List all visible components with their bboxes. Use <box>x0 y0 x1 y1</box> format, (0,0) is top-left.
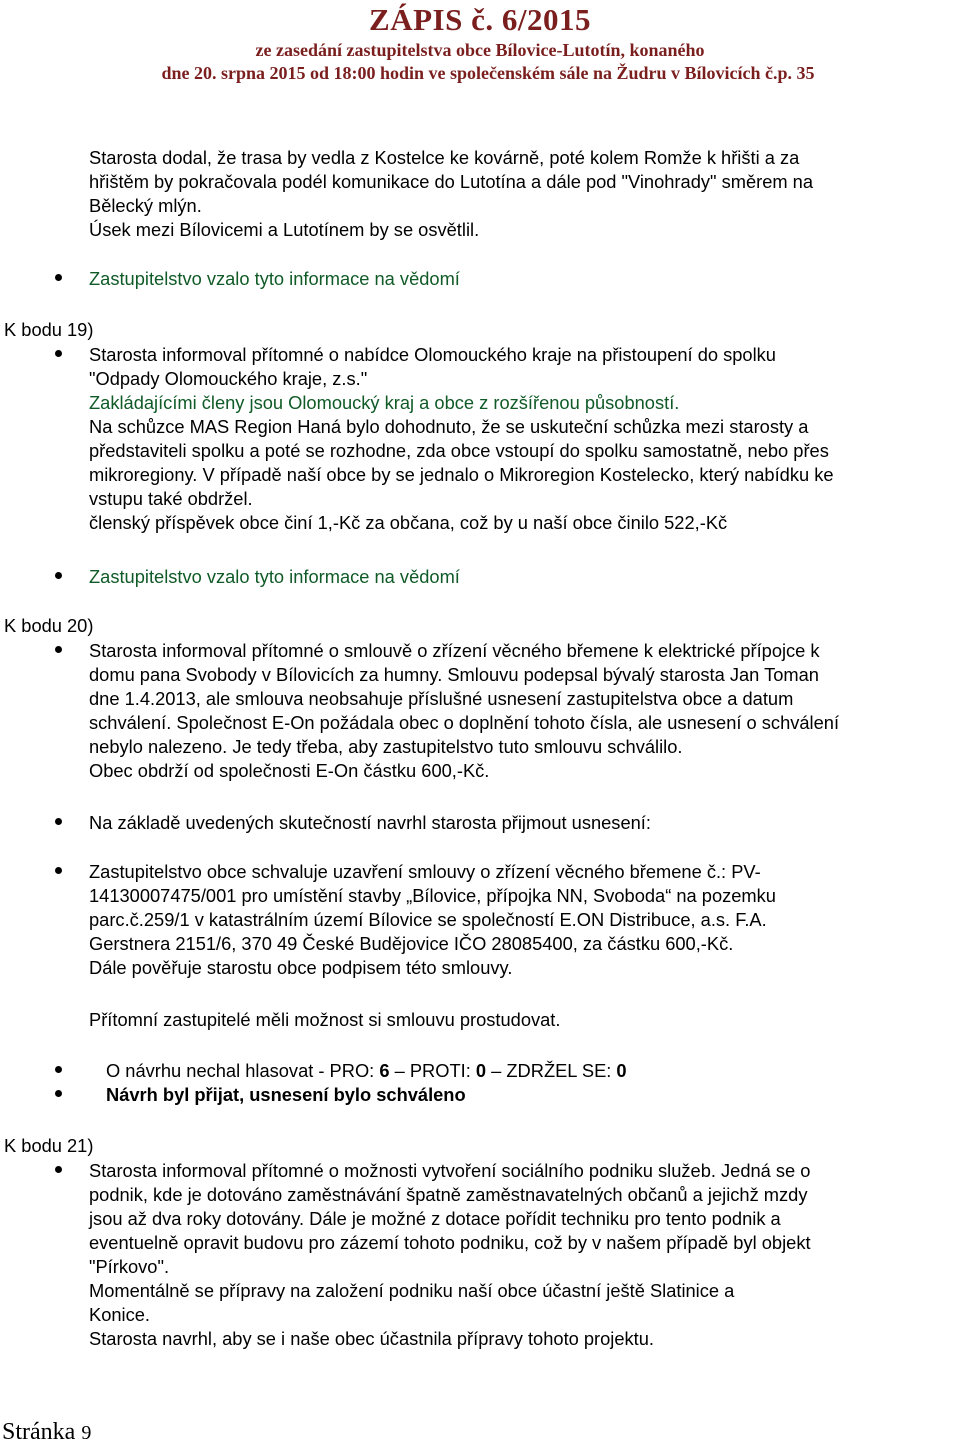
vote-result: Návrh byl přijat, usnesení bylo schváleno <box>106 1084 466 1105</box>
acknowledgement-note: Zastupitelstvo vzalo tyto informace na vědomí <box>89 268 460 289</box>
paragraph-line: Úsek mezi Bílovicemi a Lutotínem by se osvětlil. <box>89 219 480 240</box>
bullet-icon <box>55 1066 62 1073</box>
paragraph-line: Zakládajícími členy jsou Olomoucký kraj a obce z rozšířenou působností. <box>89 392 680 413</box>
paragraph-line: hřištěm by pokračovala podél komunikace do Lutotína a dále pod "Vinohrady" směrem na <box>89 171 814 192</box>
paragraph-line: Starosta informoval přítomné o možnosti vytvoření sociálního podniku služeb. Jedná se o <box>89 1160 811 1181</box>
section-heading-21: K bodu 21) <box>4 1135 94 1156</box>
bullet-icon <box>55 1166 62 1173</box>
resolution-line: Gerstnera 2151/6, 370 49 České Budějovice IČO 28085400, za částku 600,-Kč. <box>89 933 734 954</box>
paragraph-line: Obec obdrží od společnosti E-On částku 600,-Kč. <box>89 760 490 781</box>
bullet-icon <box>55 350 62 357</box>
page-label: Stránka <box>2 1419 76 1445</box>
vote-zdrzel-label: ZDRŽEL SE: <box>501 1060 617 1081</box>
section-heading-20: K bodu 20) <box>4 615 94 636</box>
paragraph-line: nebylo nalezeno. Je tedy třeba, aby zastupitelstvo tuto smlouvu schválilo. <box>89 736 683 757</box>
bullet-icon <box>55 1090 62 1097</box>
paragraph-line: Starosta dodal, že trasa by vedla z Kostelce ke kovárně, poté kolem Romže k hřišti a za <box>89 147 800 168</box>
vote-proti-count: 0 <box>475 1060 487 1081</box>
page-number-value: 9 <box>81 1422 92 1444</box>
resolution-line: parc.č.259/1 v katastrálním území Bílovice se společností E.ON Distribuce, a.s. F.A. <box>89 909 767 930</box>
paragraph-line: "Pírkovo". <box>89 1256 170 1277</box>
paragraph-line: Starosta navrhl, aby se i naše obec účastnila přípravy tohoto projektu. <box>89 1328 655 1349</box>
header-date-location: dne 20. srpna 2015 od 18:00 hodin ve společenském sále na Žudru v Bílovicích č.p. 35 <box>161 63 815 83</box>
acknowledgement-note: Zastupitelstvo vzalo tyto informace na vědomí <box>89 566 460 587</box>
paragraph-line: dne 1.4.2013, ale smlouva neobsahuje příslušné usnesení zastupitelstva obce a datum <box>89 688 794 709</box>
paragraph-line: Konice. <box>89 1304 150 1325</box>
paragraph-line: "Odpady Olomouckého kraje, z.s." <box>89 368 368 389</box>
resolution-line: Zastupitelstvo obce schvaluje uzavření smlouvy o zřízení věcného břemene č.: PV- <box>89 861 761 882</box>
document-title: ZÁPIS č. 6/2015 <box>369 2 591 37</box>
paragraph-line: představiteli spolku a poté se rozhodne, zda obce vstoupí do spolku samostatně, nebo přes <box>89 440 829 461</box>
paragraph-line: mikroregiony. V případě naší obce by se jednalo o Mikroregion Kostelecko, který nabídku ke <box>89 464 834 485</box>
bullet-icon <box>55 572 62 579</box>
bullet-icon <box>55 646 62 653</box>
paragraph-line: členský příspěvek obce činí 1,-Kč za občana, což by u naší obce činilo 522,-Kč <box>89 512 728 533</box>
paragraph-line: eventuelně opravit budovu pro zázemí tohoto podniku, což by v našem případě byl objekt <box>89 1232 811 1253</box>
vote-zdrzel-count: 0 <box>616 1060 627 1081</box>
header-subtitle: ze zasedání zastupitelstva obce Bílovice-Lutotín, konaného <box>255 40 705 60</box>
page-number <box>2 1419 91 1446</box>
proposal-line: Na základě uvedených skutečností navrhl starosta přijmout usnesení: <box>89 812 651 833</box>
paragraph-line: Na schůzce MAS Region Haná bylo dohodnuto, že se uskuteční schůzka mezi starosty a <box>89 416 809 437</box>
paragraph-line: Starosta informoval přítomné o nabídce Olomouckého kraje na přistoupení do spolku <box>89 344 776 365</box>
paragraph-line: Starosta informoval přítomné o smlouvě o zřízení věcného břemene k elektrické přípojce k <box>89 640 820 661</box>
resolution-line: 14130007475/001 pro umístění stavby „Bílovice, přípojka NN, Svoboda“ na pozemku <box>89 885 776 906</box>
paragraph-line: vstupu také obdržel. <box>89 488 253 509</box>
paragraph-line: schválení. Společnost E-On požádala obec o doplnění tohoto čísla, ale usnesení o schválení <box>89 712 840 733</box>
paragraph-line: domu pana Svobody v Bílovicích za humny. Smlouvu podepsal bývalý starosta Jan Toman <box>89 664 819 685</box>
section-heading-19: K bodu 19) <box>4 319 94 340</box>
paragraph-line: jsou až dva roky dotovány. Dále je možné z dotace pořídit techniku pro tento podnik a <box>89 1208 781 1229</box>
vote-line: O návrhu nechal hlasovat - PRO: 6 – PROTI: 0 – ZDRŽEL SE: 0 <box>106 1060 627 1081</box>
vote-prefix: O návrhu nechal hlasovat - PRO: <box>106 1060 380 1081</box>
bullet-icon <box>55 867 62 874</box>
vote-pro-count: 6 <box>379 1060 390 1081</box>
paragraph-line: podnik, kde je dotováno zaměstnávání špatně zaměstnavatelných občanů a jejichž mzdy <box>89 1184 808 1205</box>
paragraph-line: Bělecký mlýn. <box>89 195 202 216</box>
bullet-icon <box>55 818 62 825</box>
vote-proti-label: PROTI: <box>409 1060 476 1081</box>
resolution-line: Dále pověřuje starostu obce podpisem této smlouvy. <box>89 957 513 978</box>
bullet-icon <box>55 274 62 281</box>
attendance-note: Přítomní zastupitelé měli možnost si smlouvu prostudovat. <box>89 1009 561 1030</box>
paragraph-line: Momentálně se přípravy na založení podniku naší obce účastní ještě Slatinice a <box>89 1280 735 1301</box>
